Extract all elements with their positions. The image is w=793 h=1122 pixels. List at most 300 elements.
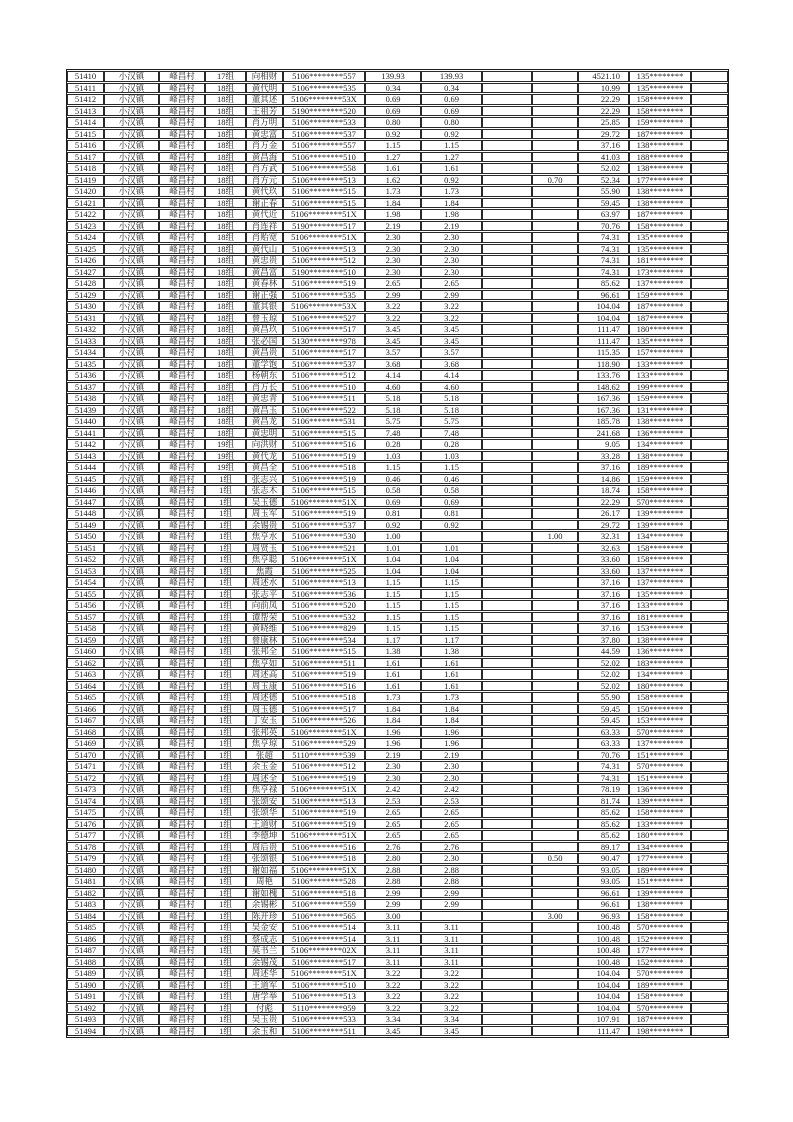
group-cell: 18组 [205, 94, 246, 105]
amount1-cell: 2.88 [365, 876, 421, 887]
serial-cell: 51443 [67, 451, 104, 462]
village-cell: 峰昌村 [159, 1026, 205, 1037]
empty-cell [482, 244, 532, 255]
amount1-cell: 1.15 [365, 462, 421, 473]
serial-cell: 51410 [67, 71, 104, 82]
trailing-empty-cell [691, 474, 728, 485]
adjust-cell [532, 761, 578, 772]
adjust-cell [532, 71, 578, 82]
town-cell: 小汉镇 [104, 163, 159, 174]
total-cell: 100.48 [578, 957, 629, 968]
trailing-empty-cell [691, 899, 728, 910]
trailing-empty-cell [691, 853, 728, 864]
group-cell: 18组 [205, 267, 246, 278]
amount2-cell: 5.18 [421, 393, 482, 404]
amount1-cell: 3.22 [365, 968, 421, 979]
amount2-cell: 2.99 [421, 290, 482, 301]
amount2-cell: 2.76 [421, 842, 482, 853]
amount2-cell: 5.18 [421, 405, 482, 416]
idcard-cell: 5106********512 [283, 761, 365, 772]
empty-cell [482, 830, 532, 841]
phone-cell: 139******** [629, 796, 691, 807]
trailing-empty-cell [691, 428, 728, 439]
serial-cell: 51460 [67, 646, 104, 657]
phone-cell: 134******** [629, 531, 691, 542]
trailing-empty-cell [691, 922, 728, 933]
adjust-cell [532, 623, 578, 634]
empty-cell [482, 474, 532, 485]
total-cell: 81.74 [578, 796, 629, 807]
phone-cell: 153******** [629, 623, 691, 634]
village-cell: 峰昌村 [159, 957, 205, 968]
amount1-cell: 0.92 [365, 129, 421, 140]
trailing-empty-cell [691, 301, 728, 312]
total-cell: 37.16 [578, 589, 629, 600]
name-cell: 周艳 [246, 876, 283, 887]
town-cell: 小汉镇 [104, 646, 159, 657]
name-cell: 周玉军 [246, 508, 283, 519]
adjust-cell [532, 738, 578, 749]
village-cell: 峰昌村 [159, 876, 205, 887]
idcard-cell: 5106********51X [283, 497, 365, 508]
village-cell: 峰昌村 [159, 681, 205, 692]
total-cell: 167.36 [578, 393, 629, 404]
total-cell: 241.68 [578, 428, 629, 439]
name-cell: 陈开珍 [246, 911, 283, 922]
name-cell: 李德坤 [246, 830, 283, 841]
village-cell: 峰昌村 [159, 71, 205, 82]
total-cell: 70.76 [578, 221, 629, 232]
town-cell: 小汉镇 [104, 94, 159, 105]
name-cell: 张颂华 [246, 807, 283, 818]
trailing-empty-cell [691, 646, 728, 657]
idcard-cell: 5106********511 [283, 1026, 365, 1037]
empty-cell [482, 807, 532, 818]
amount2-cell: 3.11 [421, 922, 482, 933]
empty-cell [482, 842, 532, 853]
amount2-cell: 2.30 [421, 255, 482, 266]
table-row [67, 888, 728, 899]
group-cell: 1组 [205, 497, 246, 508]
serial-cell: 51412 [67, 94, 104, 105]
empty-cell [482, 980, 532, 991]
name-cell: 黄忠明 [246, 428, 283, 439]
serial-cell: 51426 [67, 255, 104, 266]
total-cell: 74.31 [578, 761, 629, 772]
idcard-cell: 5106********533 [283, 117, 365, 128]
village-cell: 峰昌村 [159, 531, 205, 542]
trailing-empty-cell [691, 290, 728, 301]
town-cell: 小汉镇 [104, 71, 159, 82]
phone-cell: 134******** [629, 842, 691, 853]
amount1-cell: 5.18 [365, 405, 421, 416]
table-row [67, 1026, 728, 1037]
amount1-cell: 1.27 [365, 152, 421, 163]
serial-cell: 51493 [67, 1014, 104, 1025]
phone-cell: 158******** [629, 543, 691, 554]
town-cell: 小汉镇 [104, 255, 159, 266]
trailing-empty-cell [691, 681, 728, 692]
table-row [67, 485, 728, 496]
serial-cell: 51417 [67, 152, 104, 163]
serial-cell: 51483 [67, 899, 104, 910]
name-cell: 董其银 [246, 301, 283, 312]
idcard-cell: 5106********515 [283, 485, 365, 496]
empty-cell [482, 658, 532, 669]
amount1-cell: 3.22 [365, 1003, 421, 1014]
total-cell: 22.29 [578, 94, 629, 105]
group-cell: 1组 [205, 980, 246, 991]
amount2-cell: 3.22 [421, 1003, 482, 1014]
amount1-cell: 0.34 [365, 83, 421, 94]
trailing-empty-cell [691, 497, 728, 508]
total-cell: 26.17 [578, 508, 629, 519]
village-cell: 峰昌村 [159, 727, 205, 738]
idcard-cell: 5106********53X [283, 94, 365, 105]
village-cell: 峰昌村 [159, 623, 205, 634]
total-cell: 118.90 [578, 359, 629, 370]
adjust-cell [532, 117, 578, 128]
amount2-cell: 0.92 [421, 520, 482, 531]
serial-cell: 51427 [67, 267, 104, 278]
name-cell: 张颂银 [246, 853, 283, 864]
adjust-cell [532, 106, 578, 117]
group-cell: 18组 [205, 313, 246, 324]
serial-cell: 51437 [67, 382, 104, 393]
adjust-cell [532, 324, 578, 335]
amount2-cell: 1.98 [421, 209, 482, 220]
town-cell: 小汉镇 [104, 991, 159, 1002]
serial-cell: 51447 [67, 497, 104, 508]
adjust-cell [532, 692, 578, 703]
phone-cell: 177******** [629, 945, 691, 956]
name-cell: 余玉金 [246, 761, 283, 772]
name-cell: 张志平 [246, 589, 283, 600]
town-cell: 小汉镇 [104, 692, 159, 703]
table-row [67, 761, 728, 772]
table-row [67, 83, 728, 94]
phone-cell: 137******** [629, 566, 691, 577]
adjust-cell [532, 842, 578, 853]
phone-cell: 138******** [629, 163, 691, 174]
town-cell: 小汉镇 [104, 152, 159, 163]
table-row [67, 646, 728, 657]
village-cell: 峰昌村 [159, 911, 205, 922]
total-cell: 74.31 [578, 773, 629, 784]
amount2-cell: 0.92 [421, 175, 482, 186]
empty-cell [482, 129, 532, 140]
phone-cell: 138******** [629, 186, 691, 197]
adjust-cell: 0.50 [532, 853, 578, 864]
amount1-cell: 0.69 [365, 497, 421, 508]
amount1-cell: 2.30 [365, 255, 421, 266]
name-cell: 黄代龙 [246, 451, 283, 462]
trailing-empty-cell [691, 807, 728, 818]
adjust-cell [532, 957, 578, 968]
town-cell: 小汉镇 [104, 290, 159, 301]
village-cell: 峰昌村 [159, 382, 205, 393]
village-cell: 峰昌村 [159, 359, 205, 370]
total-cell: 85.62 [578, 830, 629, 841]
amount2-cell: 3.45 [421, 336, 482, 347]
amount1-cell: 1.84 [365, 198, 421, 209]
village-cell: 峰昌村 [159, 577, 205, 588]
idcard-cell: 5106********557 [283, 140, 365, 151]
amount2-cell: 2.65 [421, 278, 482, 289]
name-cell: 余锡茂 [246, 957, 283, 968]
amount1-cell: 1.61 [365, 163, 421, 174]
group-cell: 1组 [205, 784, 246, 795]
amount2-cell: 1.15 [421, 612, 482, 623]
serial-cell: 51449 [67, 520, 104, 531]
group-cell: 1组 [205, 899, 246, 910]
amount1-cell: 3.00 [365, 911, 421, 922]
group-cell: 1组 [205, 635, 246, 646]
amount2-cell: 2.65 [421, 819, 482, 830]
village-cell: 峰昌村 [159, 485, 205, 496]
adjust-cell [532, 566, 578, 577]
village-cell: 峰昌村 [159, 313, 205, 324]
name-cell: 蔡成志 [246, 934, 283, 945]
empty-cell [482, 738, 532, 749]
empty-cell [482, 382, 532, 393]
village-cell: 峰昌村 [159, 175, 205, 186]
name-cell: 张邦英 [246, 727, 283, 738]
empty-cell [482, 681, 532, 692]
trailing-empty-cell [691, 405, 728, 416]
name-cell: 唐学举 [246, 991, 283, 1002]
serial-cell: 51435 [67, 359, 104, 370]
group-cell: 18组 [205, 152, 246, 163]
serial-cell: 51455 [67, 589, 104, 600]
village-cell: 峰昌村 [159, 209, 205, 220]
total-cell: 10.99 [578, 83, 629, 94]
serial-cell: 51430 [67, 301, 104, 312]
group-cell: 1组 [205, 853, 246, 864]
trailing-empty-cell [691, 876, 728, 887]
adjust-cell [532, 1014, 578, 1025]
empty-cell [482, 175, 532, 186]
village-cell: 峰昌村 [159, 186, 205, 197]
town-cell: 小汉镇 [104, 600, 159, 611]
town-cell: 小汉镇 [104, 945, 159, 956]
total-cell: 100.48 [578, 934, 629, 945]
table-row [67, 945, 728, 956]
name-cell: 谢正强 [246, 290, 283, 301]
empty-cell [482, 336, 532, 347]
trailing-empty-cell [691, 508, 728, 519]
table-row [67, 865, 728, 876]
serial-cell: 51477 [67, 830, 104, 841]
total-cell: 111.47 [578, 336, 629, 347]
group-cell: 18组 [205, 382, 246, 393]
adjust-cell: 0.70 [532, 175, 578, 186]
adjust-cell [532, 876, 578, 887]
name-cell: 肖贻宽 [246, 232, 283, 243]
amount1-cell: 1.15 [365, 140, 421, 151]
town-cell: 小汉镇 [104, 382, 159, 393]
idcard-cell: 5106********516 [283, 439, 365, 450]
amount2-cell: 3.22 [421, 313, 482, 324]
trailing-empty-cell [691, 129, 728, 140]
group-cell: 19组 [205, 451, 246, 462]
idcard-cell: 5106********510 [283, 152, 365, 163]
serial-cell: 51429 [67, 290, 104, 301]
table-row [67, 968, 728, 979]
trailing-empty-cell [691, 566, 728, 577]
empty-cell [482, 497, 532, 508]
serial-cell: 51490 [67, 980, 104, 991]
total-cell: 107.91 [578, 1014, 629, 1025]
serial-cell: 51423 [67, 221, 104, 232]
serial-cell: 51491 [67, 991, 104, 1002]
name-cell: 黄昌全 [246, 462, 283, 473]
village-cell: 峰昌村 [159, 819, 205, 830]
town-cell: 小汉镇 [104, 899, 159, 910]
total-cell: 4521.10 [578, 71, 629, 82]
amount1-cell: 1.61 [365, 669, 421, 680]
empty-cell [482, 945, 532, 956]
serial-cell: 51484 [67, 911, 104, 922]
amount2-cell: 2.30 [421, 773, 482, 784]
adjust-cell [532, 485, 578, 496]
table-row [67, 324, 728, 335]
amount1-cell: 1.15 [365, 600, 421, 611]
town-cell: 小汉镇 [104, 232, 159, 243]
serial-cell: 51485 [67, 922, 104, 933]
village-cell: 峰昌村 [159, 106, 205, 117]
town-cell: 小汉镇 [104, 853, 159, 864]
serial-cell: 51482 [67, 888, 104, 899]
trailing-empty-cell [691, 278, 728, 289]
group-cell: 1组 [205, 566, 246, 577]
phone-cell: 138******** [629, 635, 691, 646]
town-cell: 小汉镇 [104, 462, 159, 473]
phone-cell: 135******** [629, 232, 691, 243]
group-cell: 1组 [205, 750, 246, 761]
table-row [67, 554, 728, 565]
group-cell: 18组 [205, 347, 246, 358]
group-cell: 1组 [205, 589, 246, 600]
amount1-cell: 5.18 [365, 393, 421, 404]
name-cell: 余玉和 [246, 1026, 283, 1037]
phone-cell: 138******** [629, 140, 691, 151]
amount2-cell: 3.68 [421, 359, 482, 370]
name-cell: 谭帮荣 [246, 612, 283, 623]
empty-cell [482, 773, 532, 784]
amount2-cell: 7.48 [421, 428, 482, 439]
amount1-cell: 1.73 [365, 692, 421, 703]
empty-cell [482, 934, 532, 945]
town-cell: 小汉镇 [104, 980, 159, 991]
empty-cell [482, 393, 532, 404]
trailing-empty-cell [691, 842, 728, 853]
group-cell: 18组 [205, 278, 246, 289]
idcard-cell: 5106********51X [283, 554, 365, 565]
group-cell: 1组 [205, 520, 246, 531]
serial-cell: 51453 [67, 566, 104, 577]
adjust-cell [532, 152, 578, 163]
idcard-cell: 5106********51X [283, 784, 365, 795]
village-cell: 峰昌村 [159, 267, 205, 278]
adjust-cell [532, 313, 578, 324]
idcard-cell: 5190********520 [283, 106, 365, 117]
amount1-cell: 3.22 [365, 301, 421, 312]
adjust-cell [532, 991, 578, 1002]
table-row [67, 807, 728, 818]
table-row [67, 405, 728, 416]
amount1-cell: 3.11 [365, 934, 421, 945]
total-cell: 25.85 [578, 117, 629, 128]
amount2-cell: 1.38 [421, 646, 482, 657]
total-cell: 85.62 [578, 807, 629, 818]
total-cell: 74.31 [578, 267, 629, 278]
adjust-cell [532, 278, 578, 289]
village-cell: 峰昌村 [159, 221, 205, 232]
empty-cell [482, 612, 532, 623]
empty-cell [482, 520, 532, 531]
serial-cell: 51466 [67, 704, 104, 715]
table-row [67, 715, 728, 726]
town-cell: 小汉镇 [104, 623, 159, 634]
serial-cell: 51433 [67, 336, 104, 347]
total-cell: 59.45 [578, 198, 629, 209]
amount1-cell: 3.22 [365, 980, 421, 991]
town-cell: 小汉镇 [104, 186, 159, 197]
trailing-empty-cell [691, 416, 728, 427]
phone-cell: 189******** [629, 462, 691, 473]
adjust-cell [532, 968, 578, 979]
group-cell: 18组 [205, 198, 246, 209]
amount1-cell: 1.96 [365, 738, 421, 749]
amount2-cell: 0.80 [421, 117, 482, 128]
group-cell: 17组 [205, 71, 246, 82]
town-cell: 小汉镇 [104, 589, 159, 600]
name-cell: 黄代山 [246, 244, 283, 255]
idcard-cell: 5106********51X [283, 830, 365, 841]
group-cell: 1组 [205, 704, 246, 715]
group-cell: 1组 [205, 922, 246, 933]
total-cell: 18.74 [578, 485, 629, 496]
table-row [67, 922, 728, 933]
amount1-cell: 2.19 [365, 750, 421, 761]
adjust-cell [532, 750, 578, 761]
adjust-cell [532, 554, 578, 565]
total-cell: 37.80 [578, 635, 629, 646]
idcard-cell: 5106********519 [283, 819, 365, 830]
idcard-cell: 5106********51X [283, 865, 365, 876]
phone-cell: 137******** [629, 577, 691, 588]
phone-cell: 180******** [629, 830, 691, 841]
town-cell: 小汉镇 [104, 336, 159, 347]
table-row [67, 773, 728, 784]
amount1-cell: 0.80 [365, 117, 421, 128]
amount1-cell: 2.99 [365, 888, 421, 899]
name-cell: 焦亨禄 [246, 784, 283, 795]
village-cell: 峰昌村 [159, 416, 205, 427]
idcard-cell: 5106********51X [283, 968, 365, 979]
group-cell: 18组 [205, 301, 246, 312]
group-cell: 1组 [205, 968, 246, 979]
adjust-cell [532, 727, 578, 738]
group-cell: 1组 [205, 991, 246, 1002]
name-cell: 向洪财 [246, 439, 283, 450]
town-cell: 小汉镇 [104, 968, 159, 979]
serial-cell: 51420 [67, 186, 104, 197]
phone-cell: 198******** [629, 1026, 691, 1037]
town-cell: 小汉镇 [104, 267, 159, 278]
group-cell: 1组 [205, 692, 246, 703]
